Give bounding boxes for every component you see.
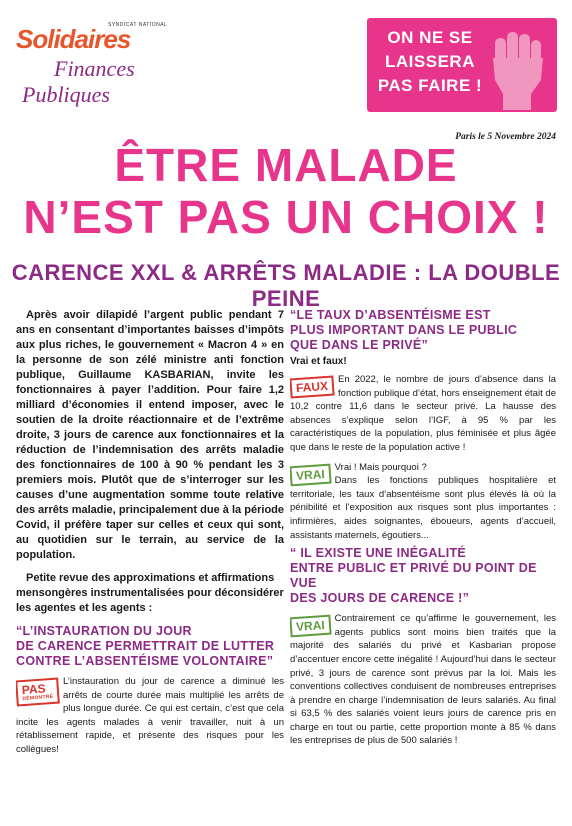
- raised-fist-icon: [485, 24, 553, 110]
- stamp-faux: FAUX: [290, 375, 335, 398]
- stamp-vrai-1: VRAI: [290, 463, 331, 486]
- quote3-line2: ENTRE PUBLIC ET PRIVÉ DU POINT DE VUE: [290, 561, 537, 591]
- quote1-line1: “L’INSTAURATION DU JOUR: [16, 624, 192, 638]
- quote3-line3: DES JOURS DE CARENCE !”: [290, 591, 470, 606]
- solidaires-logo: [16, 22, 176, 110]
- date: Paris le 5 Novembre 2024: [455, 132, 556, 142]
- block-faux: [290, 373, 556, 455]
- lead-paragraph-2: Petite revue des approximations et affirmations mensongères instrumentalisées pour déconsidérer les agentes et les agents :: [16, 572, 284, 614]
- block-vrai-2: [290, 612, 556, 748]
- quote2-line3: QUE DANS LE PRIVÉ”: [290, 338, 429, 352]
- vrai1-lead: Vrai ! Mais pourquoi ?: [334, 461, 427, 473]
- logo-finances: Finances: [54, 56, 135, 81]
- quote-absenteisme: [290, 308, 556, 353]
- stamp-vrai-2: VRAI: [290, 615, 331, 638]
- subtitle: CARENCE XXL & ARRÊTS MALADIE : LA DOUBLE PEINE: [11, 260, 561, 311]
- stamp-demontre: DÉMONTRÉ: [22, 693, 54, 703]
- lead-paragraph: Après avoir dilapidé l’argent public pendant 7 ans en consentant d’importantes baisses d’impôts aux plus riches, le gouvernement « Macron 4 » en la personne de son zélé ministre anti fonction publique, Guillaume KASBARIAN, invite les fonctionnaires à payer l’addition. Pour faire 1,2 milliard d’économies il entend imposer, avec le soutien de la droite réactionnaire et de l’extrême droite, 3 jours de carence aux fonctionnaires et la réduction de l’indemnisation des arrêts maladie des fonctionnaires de 100 à 90 % pendant les 3 premiers mois. Plutôt que de s’interroger sur les causes d’une augmentation somme toute relative des arrêts maladie, principalement due à la période Covid, il préfère taper sur celles et ceux qui sont, au quotidien sur le terrain, au service de la population.: [16, 309, 284, 561]
- banner-text: [375, 26, 485, 98]
- title-line1: ÊTRE MALADE: [114, 139, 458, 191]
- slogan-banner: [367, 18, 557, 112]
- right-column: [290, 308, 556, 748]
- block-pas-demontre: [16, 675, 284, 757]
- quote3-line1: “ IL EXISTE UNE INÉGALITÉ: [290, 546, 467, 561]
- text-vrai-2: Contrairement ce qu’affirme le gouvernement, les agents publics sont moins bien traités que la majorité des salariés du privé et Kasbarian propose d’accentuer encore cette inégalité ! Aujourd’hui dans le secteur privé, 3 jours de carence sont prévus par la loi. Mais les conventions collectives conduisent de nombreuses entreprises à prendre en charge l’indemnisation de leurs salariés. Au final si 63,5 % des salariés voient leurs jours de carence pris en charge en tout ou partie, cette proportion monte à 85 % dans les entreprises de plus de 500 salariés !: [290, 613, 556, 747]
- banner-line3: PAS FAIRE !: [377, 76, 483, 95]
- logo-publiques: Publiques: [22, 82, 110, 107]
- text-faux: En 2022, le nombre de jours d’absence dans la fonction publique d’état, hors enseignement était de 10,2 contre 11,6 dans le secteur privé. La hausse des absences s’explique selon l’IGF, à 95 % par les caractéristiques de la population, plus féminisée et plus âgée que dans le reste de la population active !: [290, 374, 556, 453]
- logo-tag: SYNDICAT NATIONAL: [108, 22, 168, 28]
- left-column: [16, 308, 284, 757]
- stamp-pas-demontre: [16, 678, 60, 707]
- title-line2: N’EST PAS UN CHOIX !: [23, 191, 549, 243]
- quote-inegalite: [290, 546, 556, 606]
- vrai-et-faux: Vrai et faux!: [290, 356, 347, 367]
- banner-line1: ON NE SE: [387, 28, 473, 47]
- block-vrai-1: [290, 461, 556, 543]
- text-vrai-1: Dans les fonctions publiques hospitalière et territoriale, les taux d’absentéisme sont plus élevés là où la pénibilité et l’exposition aux risques sont plus importantes : infirmières, aides soignantes, éboueurs, agents d’accueil, assistants maternels, égoutiers...: [290, 475, 556, 541]
- quote1-line2: DE CARENCE PERMETTRAIT DE LUTTER: [16, 639, 275, 653]
- quote2-line2: PLUS IMPORTANT DANS LE PUBLIC: [290, 323, 518, 337]
- quote1-line3: CONTRE L’ABSENTÉISME VOLONTAIRE”: [16, 654, 274, 668]
- quote2-line1: “LE TAUX D’ABSENTÉISME EST: [290, 308, 491, 322]
- text-pas-demontre: L’instauration du jour de carence a diminué les arrêts de courte durée mais multiplié les arrêts de plus longue durée. Ce qui est certain, c’est que cela incite les agents malades à venir travailler, nuit à un rétablissement rapide, et présente des risques pour les collègues!: [16, 676, 284, 755]
- stamp-pas: PAS: [21, 681, 47, 698]
- quote-jour-carence: [16, 624, 284, 669]
- banner-line2: LAISSERA: [385, 52, 475, 71]
- logo-solidaires: Solidaires: [16, 24, 131, 54]
